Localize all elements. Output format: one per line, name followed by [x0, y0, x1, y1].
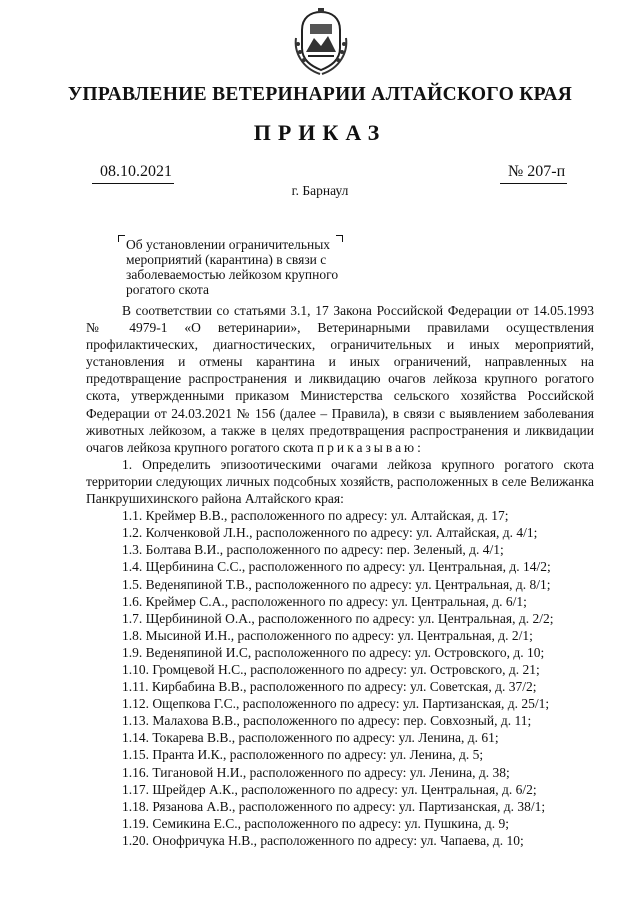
list-item: 1.8. Мысиной И.Н., расположенного по адресу: ул. Центральная, д. 2/1;: [122, 627, 533, 643]
list-item: 1.5. Веденяпиной Т.В., расположенного по адресу: ул. Центральная, д. 8/1;: [122, 576, 551, 592]
list-item: 1.16. Тигановой Н.И., расположенного по адресу: ул. Ленина, д. 38;: [122, 764, 510, 780]
preamble-paragraph: [86, 302, 594, 456]
list-item: 1.10. Громцевой Н.С., расположенного по адресу: ул. Островского, д. 21;: [122, 661, 540, 677]
preamble-text: В соответствии со статьями 3.1, 17 Закона Российской Федерации от 14.05.1993 № 4979-1 «О ветеринарии», Ветеринарными правилами осуществления профилактических, диагностических, ограничительных и иных мероприятий, установления и отмены карантина и иных ограничений, направленных на предотвращение распространения и ликвидацию очагов лейкоза крупного рогатого скота, утвержденными приказом Министерства сельского хозяйства Российской Федерации от 24.03.2021 № 156 (далее – Правила), в связи с выявлением заболевания животных лейкозом, а также в целях предотвращения распространения и ликвидации очагов лейкоза крупного рогатого скота: [86, 303, 594, 455]
order-number: № 207-п: [508, 163, 566, 180]
order-date: 08.10.2021: [100, 163, 172, 180]
organization-title: УПРАВЛЕНИЕ ВЕТЕРИНАРИИ АЛТАЙСКОГО КРАЯ: [67, 84, 573, 105]
household-list: [86, 507, 594, 849]
order-body: [86, 302, 594, 849]
list-item: 1.11. Кирбабина В.В., расположенного по адресу: ул. Советская, д. 37/2;: [122, 679, 537, 695]
list-item: 1.15. Пранта И.К., расположенного по адресу: ул. Ленина, д. 5;: [122, 747, 484, 763]
order-subject: Об установлении ограничительных мероприятий (карантина) в связи с заболеваемостью лейкозом крупного рогатого скота: [126, 237, 339, 297]
subject-bracket-left: [118, 235, 125, 242]
list-item: 1.20. Онофричука Н.В., расположенного по адресу: ул. Чапаева, д. 10;: [122, 832, 524, 848]
list-item: 1.4. Щербинина С.С., расположенного по адресу: ул. Центральная, д. 14/2;: [122, 559, 551, 575]
list-item: 1.9. Веденяпиной И.С, расположенного по адресу: ул. Островского, д. 10;: [122, 644, 545, 660]
list-item: 1.18. Рязанова А.В., расположенного по адресу: ул. Партизанская, д. 38/1;: [122, 798, 546, 814]
list-item: 1.14. Токарева В.В., расположенного по адресу: ул. Ленина, д. 61;: [122, 730, 499, 746]
order-title: ПРИКАЗ: [253, 120, 387, 145]
list-item: 1.3. Болтава В.И., расположенного по адресу: пер. Зеленый, д. 4/1;: [122, 542, 504, 558]
list-item: 1.12. Ощепкова Г.С., расположенного по адресу: ул. Партизанская, д. 25/1;: [122, 696, 550, 712]
order-word: приказываю:: [316, 439, 424, 455]
altai-coat-of-arms-icon: [292, 8, 350, 76]
list-item: 1.13. Малахова В.В., расположенного по адресу: пер. Совхозный, д. 11;: [122, 713, 532, 729]
list-item: 1.19. Семикина Е.С., расположенного по адресу: ул. Пушкина, д. 9;: [122, 815, 509, 831]
list-item: 1.7. Щербининой О.А., расположенного по адресу: ул. Центральная, д. 2/2;: [122, 610, 554, 626]
list-item: 1.2. Колченковой Л.Н., расположенного по адресу: ул. Алтайская, д. 4/1;: [122, 525, 538, 541]
list-item: 1.6. Креймер С.А., расположенного по адресу: ул. Центральная, д. 6/1;: [122, 593, 527, 609]
clause-1: 1. Определить эпизоотическими очагами лейкоза крупного рогатого скота территории следующих личных подсобных хозяйств, расположенных в селе Велижанка Панкрушихинского района Алтайского края:: [86, 456, 594, 507]
list-item: 1.17. Шрейдер А.К., расположенного по адресу: ул. Центральная, д. 6/2;: [122, 781, 537, 797]
list-item: 1.1. Креймер В.В., расположенного по адресу: ул. Алтайская, д. 17;: [122, 508, 509, 524]
city-label: г. Барнаул: [291, 183, 349, 198]
